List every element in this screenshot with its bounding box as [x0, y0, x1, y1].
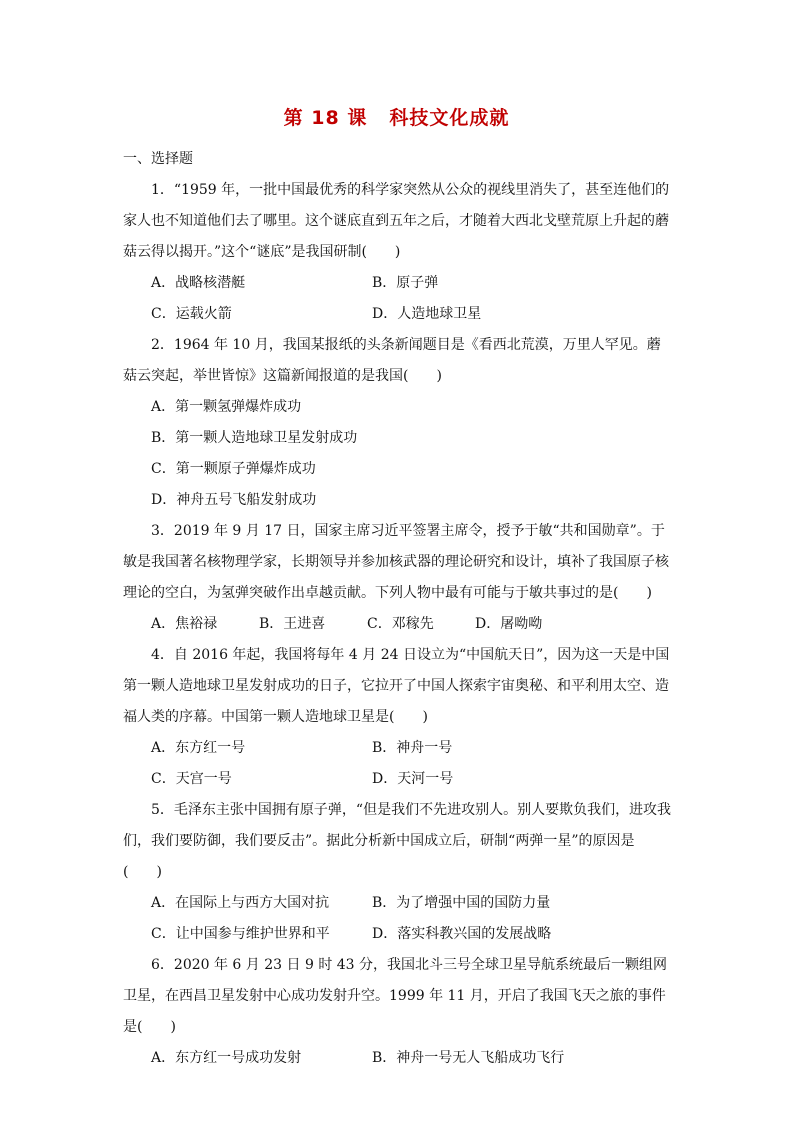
- question-5-options-row-1: [123, 888, 673, 919]
- question-4-stem: 4．自 2016 年起，我国将每年 4 月 24 日设立为“中国航天日”，因为这一天是中国第一颗人造地球卫星发射成功的日子，它拉开了中国人探索宇宙奥秘、和平利用太空、造福人类的序幕。中国第一颗人造地球卫星是( ): [123, 647, 670, 725]
- question-1-stem: 1．“1959 年，一批中国最优秀的科学家突然从公众的视线里消失了，甚至连他们的家人也不知道他们去了哪里。这个谜底直到五年之后，才随着大西北戈壁荒原上升起的蘑菇云得以揭开。”这个“谜底”是我国研制( ): [123, 182, 670, 260]
- question-1-option-c: C．运载火箭: [151, 306, 232, 322]
- question-5-stem: 5．毛泽东主张中国拥有原子弹，“但是我们不先进攻别人。别人要欺负我们，进攻我们，我们要防御，我们要反击”。据此分析新中国成立后，研制“两弹一星”的原因是( ): [123, 802, 672, 880]
- question-6-options-row-1: [123, 1043, 673, 1074]
- question-4-option-a: A．东方红一号: [151, 740, 246, 756]
- question-2-option-d: D．神舟五号飞船发射成功: [151, 492, 317, 508]
- question-1-options-row-2: [123, 299, 673, 330]
- question-2-stem: 2．1964 年 10 月，我国某报纸的头条新闻题目是《看西北荒漠，万里人罕见。蘑菇云突起，举世皆惊》这篇新闻报道的是我国( ): [123, 337, 661, 384]
- question-5-option-a: A．在国际上与西方大国对抗: [151, 895, 330, 911]
- question-1-options-row-1: [123, 268, 673, 299]
- question-3-option-d: D．屠呦呦: [475, 616, 543, 632]
- question-3-option-a: A．焦裕禄: [151, 616, 218, 632]
- question-2-option-b: B．第一颗人造地球卫星发射成功: [151, 430, 358, 446]
- question-4-options-row-1: [123, 733, 673, 764]
- question-3-options: [123, 609, 673, 640]
- question-4-option-b: B．神舟一号: [372, 740, 453, 756]
- question-5-option-b: B．为了增强中国的国防力量: [372, 895, 551, 911]
- question-4-option-c: C．天宫一号: [151, 771, 232, 787]
- question-6-option-a: A．东方红一号成功发射: [151, 1050, 302, 1066]
- question-4-options-row-2: [123, 764, 673, 795]
- question-1-option-a: A．战略核潜艇: [151, 275, 246, 291]
- question-3-option-c: C．邓稼先: [367, 616, 434, 632]
- question-6-stem: 6．2020 年 6 月 23 日 9 时 43 分，我国北斗三号全球卫星导航系统最后一颗组网卫星，在西昌卫星发射中心成功发射升空。1999 年 11 月，开启了我国飞天之旅的事件是( ): [123, 957, 668, 1035]
- question-list: [123, 144, 673, 1074]
- question-3-stem: 3．2019 年 9 月 17 日，国家主席习近平签署主席令，授予于敏“共和国勋章”。于敏是我国著名核物理学家，长期领导并参加核武器的理论研究和设计，填补了我国原子核理论的空白，为氢弹突破作出卓越贡献。下列人物中最有可能与于敏共事过的是( ): [123, 523, 669, 601]
- question-2-option-c: C．第一颗原子弹爆炸成功: [151, 461, 316, 477]
- page-title: [0, 103, 793, 130]
- lesson-topic: 科技文化成就: [389, 107, 510, 129]
- question-3-option-b: B．王进喜: [259, 616, 326, 632]
- question-4-option-d: D．天河一号: [372, 771, 454, 787]
- question-5-options-row-2: [123, 919, 673, 950]
- lesson-number: 第 18 课: [283, 107, 368, 129]
- question-2-option-a: A．第一颗氢弹爆炸成功: [151, 399, 302, 415]
- section-heading: 一、选择题: [123, 151, 193, 167]
- question-1-option-b: B．原子弹: [372, 275, 439, 291]
- question-1-option-d: D．人造地球卫星: [372, 306, 482, 322]
- question-6-option-b: B．神舟一号无人飞船成功飞行: [372, 1050, 565, 1066]
- question-5-option-d: D．落实科教兴国的发展战略: [372, 926, 552, 942]
- question-5-option-c: C．让中国参与维护世界和平: [151, 926, 330, 942]
